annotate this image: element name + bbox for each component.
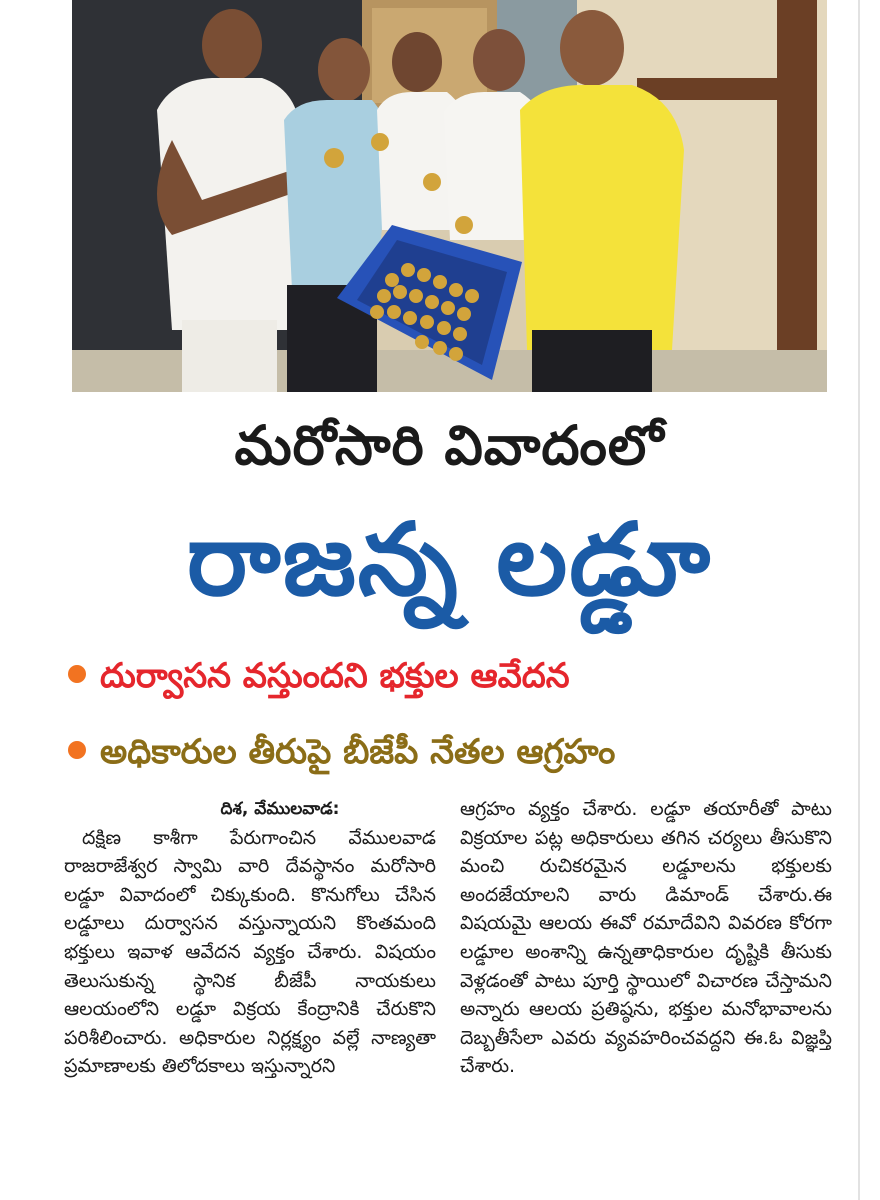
- bullet-dot-icon: [68, 665, 86, 683]
- article-column-left: [64, 795, 436, 1081]
- bullet-text: అధికారుల తీరుపై బీజేపీ నేతల ఆగ్రహం: [100, 732, 616, 772]
- headline-kicker: మరోసారి వివాదంలో: [234, 414, 665, 477]
- bullet-dot-icon: [68, 741, 86, 759]
- article-paragraph-right: ఆగ్రహం వ్యక్తం చేశారు. లడ్డూ తయారీతో పాటు విక్రయాల పట్ల అధికారులు తగిన చర్యలు తీసుకొని మంచి రుచికరమైన లడ్డూలను భక్తులకు అందజేయాలని వారు డిమాండ్ చేశారు.ఈ విషయమై ఆలయ ఈవో రమాదేవిని వివరణ కోరగా లడ్డూల అంశాన్ని ఉన్నతాధికారుల దృష్టికి తీసుకు వెళ్లడంతో పాటు పూర్తి స్థాయిలో విచారణ చేస్తామని అన్నారు ఆలయ ప్రతిష్ఠను, భక్తుల మనోభావాలను దెబ్బతీసేలా ఎవరు వ్యవహరించవద్దని ఈ.ఓ విజ్ఞప్తి చేశారు.: [460, 798, 832, 1078]
- dateline: దిశ, వేములవాడ:: [220, 799, 340, 819]
- bullet-point-1: [68, 648, 828, 704]
- news-photo: [72, 0, 827, 392]
- bullet-text: దుర్వాసన వస్తుందని భక్తుల ఆవేదన: [100, 656, 570, 696]
- bullet-point-2: [68, 724, 828, 780]
- temple-laddu-photo-icon: [72, 0, 827, 392]
- headline-main: రాజన్న లడ్డూ: [186, 501, 713, 618]
- article-paragraph-left: దక్షిణ కాశీగా పేరుగాంచిన వేములవాడ రాజరాజేశ్వర స్వామి వారి దేవస్థానం మరోసారి లడ్డూ వివాదంలో చిక్కుకుంది. కొనుగోలు చేసిన లడ్డూలు దుర్వాసన వస్తున్నాయని కొంతమంది భక్తులు ఇవాళ ఆవేదన వ్యక్తం చేశారు. విషయం తెలుసుకున్న స్థానిక బీజేపీ నాయకులు ఆలయంలోని లడ్డూ విక్రయ కేంద్రానికి చేరుకొని పరిశీలించారు. అధికారుల నిర్లక్ష్యం వల్లే నాణ్యతా ప్రమాణాలకు తిలోదకాలు ఇస్తున్నారని: [64, 826, 436, 1078]
- article-column-right: [460, 795, 832, 1081]
- page-edge-rule: [858, 0, 860, 1200]
